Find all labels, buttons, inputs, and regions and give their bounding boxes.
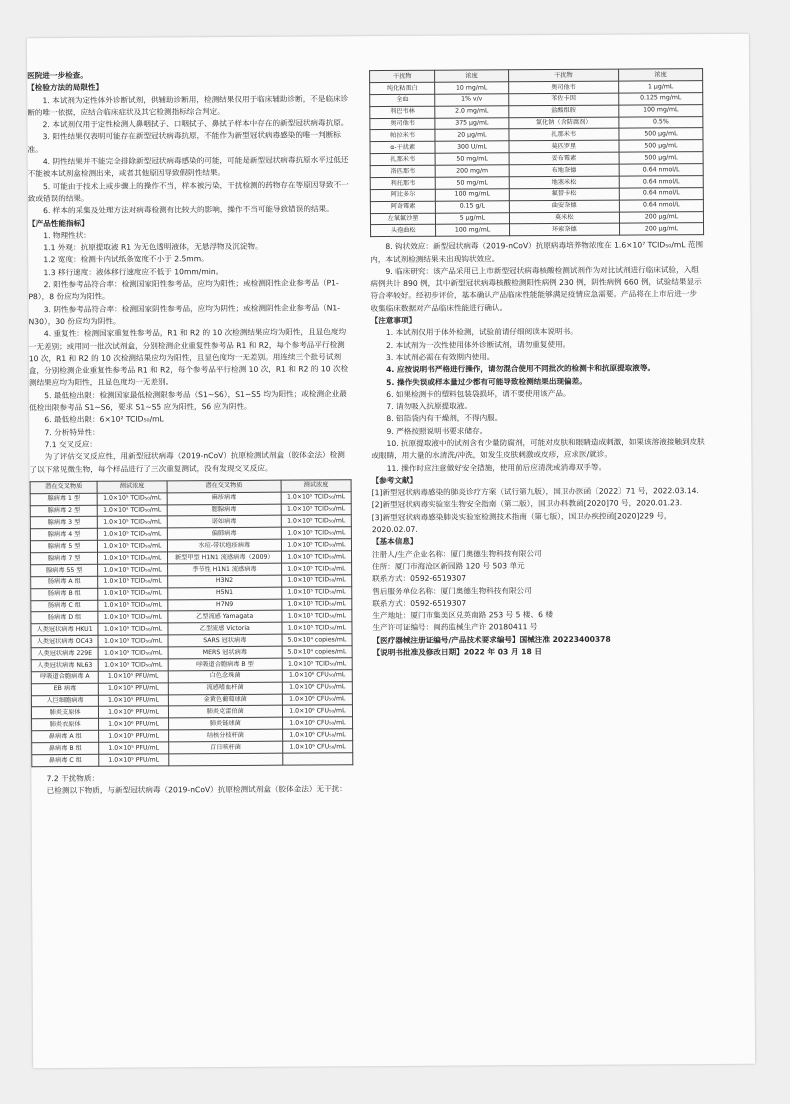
left-column [27, 36, 354, 797]
table-cell: 人类冠状病毒 NL63 [31, 659, 98, 671]
text-line: 2. 本试剂仅用于定性检测人鼻咽拭子、口咽拭子、鼻拭子样本中存在的新型冠状病毒抗原。 [42, 118, 349, 130]
table-cell: 纯化粘蛋白 [370, 82, 435, 94]
table-cell: 1.0×10⁶ CFU₅₀/mL [282, 693, 352, 705]
table-cell: 1.0×10⁵ PFU/mL [99, 742, 169, 754]
table-cell: 妥布霉素 [509, 152, 619, 165]
table-cell: 流感嗜血杆菌 [168, 682, 282, 695]
table-cell: 1.0×10⁶ CFU₅₀/mL [282, 741, 352, 753]
table-cell: 1.0×10⁵ TCID₅₀/mL [98, 599, 168, 611]
table-cell: 人类冠状病毒 229E [31, 647, 98, 659]
table-cell: 0.64 nmol/L [619, 164, 703, 176]
table-cell: 1.0×10⁵ TCID₅₀/mL [281, 539, 351, 551]
table-cell: 肺炎链球菌 [168, 717, 282, 730]
text-line: 7. 请勿吸入抗原提取液。 [386, 401, 472, 412]
text-line: 1. 本试剂仅用于体外检测，试验前请仔细阅读本说明书。 [385, 327, 578, 338]
text-line: 【产品性能指标】 [27, 218, 89, 228]
text-line: 6. 如果检测卡的塑料包装袋损坏，请不要使用该产品。 [386, 388, 571, 399]
table-cell: 新型甲型 H1N1 流感病毒（2009） [167, 551, 281, 564]
cross-reaction-table [30, 479, 354, 767]
table-row [32, 753, 353, 767]
text-line: 3. 阳性结果仅表明可能存在新型冠状病毒抗原，不能作为新型冠状病毒感染的唯一判断标准。 [27, 130, 341, 154]
text-line: 5. 最低检出限：检测国家最低检测限参考品（S1~S6），S1~S5 均为阳性；或检测企业最低检出限参考品 S1~S6，要求 S1~S5 应为阳性，S6 应为阴性。 [29, 388, 347, 413]
text-line: 6. 样本的采集及处理方法对病毒检测有比较大的影响，操作不当可能导致错误的结果。 [43, 204, 334, 216]
text-line: 【注意事项】 [370, 315, 417, 326]
table-cell: 0.64 nmol/L [619, 187, 703, 199]
table-cell: 1.0×10⁵ PFU/mL [99, 730, 169, 742]
table-cell: 1.0×10⁶ CFU₅₀/mL [282, 729, 352, 741]
table-cell: 帕拉米韦 [370, 130, 435, 142]
text-line: 10. 抗原提取液中的试剂含有少量防腐剂，可能对皮肤和眼睛造成刺激，如果该溶液接触到皮肤或眼睛，用大量的水清洗/冲洗，如发生皮肤刺激或皮疹，应求医/就诊。 [371, 437, 705, 461]
table-cell: 375 μg/mL [435, 117, 508, 129]
table-cell: 1.0×10⁵ TCID₅₀/mL [282, 586, 352, 598]
text-line: 11. 操作时应注意做好安全措施，使用前后应清洗或消毒双手等。 [386, 462, 607, 473]
table-cell: 白色念珠菌 [168, 670, 282, 683]
table-cell: 1.0×10⁶ CFU₅₀/mL [282, 670, 352, 682]
instruction-sheet [27, 34, 755, 1068]
text-line: 【基本信息】 [371, 537, 418, 547]
table-cell: 1.0×10⁵ TCID₅₀/mL [97, 493, 167, 505]
table-cell: 0.5% [619, 116, 703, 128]
table-cell: EB 病毒 [31, 683, 98, 695]
text-line: 7.2 干扰物质： [46, 773, 100, 783]
text-line: 1. 物理性状： [43, 230, 91, 240]
table-cell: 腺病毒 5 型 [30, 540, 97, 552]
right-column [369, 34, 707, 659]
table-cell: 奥司他韦 [508, 81, 618, 94]
text-line: 医院进一步检查。 [27, 70, 88, 81]
table-cell: 金黄色葡萄球菌 [168, 694, 282, 707]
table-cell: 1.0×10⁵ TCID₅₀/mL [282, 610, 352, 622]
table-cell: 1.0×10⁵ TCID₅₀/mL [98, 659, 168, 671]
table-cell [283, 753, 353, 765]
table-cell: 人巨细胞病毒 [31, 695, 98, 707]
column-header: 测试浓度 [97, 481, 167, 493]
table-cell: 500 μg/mL [619, 140, 703, 152]
table-cell: 1.0×10⁵ TCID₅₀/mL [98, 528, 168, 540]
text-line: 为了评估交叉反应性，用新型冠状病毒（2019-nCoV）抗原检测试剂盒（胶体金法）检测了以下常见微生物，每个样品进行了三次重复测试，没有发现交叉反应。 [29, 450, 345, 474]
table-cell: α-干扰素 [370, 141, 435, 153]
table-cell: 1.0×10⁵ PFU/mL [99, 683, 169, 695]
table-cell: 氯化钠（含防腐剂） [508, 117, 618, 130]
text-line: 【检验方法的局限性】 [27, 83, 104, 93]
table-cell: 莫匹罗星 [509, 140, 619, 153]
text-line: 【医疗器械注册证编号/产品技术要求编号】国械注准 20223400378 [372, 634, 611, 645]
table-cell: 300 U/mL [435, 141, 508, 153]
text-line: 1.2 宽度：检测卡内试纸条宽度不小于 2.5mm。 [43, 254, 209, 265]
column-header: 干扰物 [370, 70, 435, 82]
table-cell: 水痘-带状疱疹病毒 [167, 539, 281, 552]
column-header: 潜在交叉物质 [30, 481, 97, 493]
right-text [370, 239, 707, 659]
table-cell: 1.0×10⁵ TCID₅₀/mL [98, 516, 168, 528]
table-cell: 人类冠状病毒 HKU1 [31, 624, 98, 636]
table-cell: 肺炎支原体 [31, 707, 98, 719]
table-cell: 1.0×10⁵ TCID₅₀/mL [98, 564, 168, 576]
interference-table [369, 68, 704, 237]
table-cell: 全血 [370, 94, 435, 106]
table-cell: 乙型流感 Victoria [168, 622, 282, 635]
table-cell: 盐酸组胺 [508, 105, 618, 118]
text-line: 生产许可证编号：闽药监械生产许 20180411 号 [372, 622, 538, 633]
table-cell: 1.0×10⁵ TCID₅₀/mL [281, 515, 351, 527]
table-cell: 头孢曲松 [371, 225, 436, 237]
table-cell: 1.0×10⁵ TCID₅₀/mL [281, 527, 351, 539]
table-cell: 腮腺病毒 [167, 504, 281, 517]
text-line: 1. 本试剂为定性体外诊断试剂，供辅助诊断用，检测结果仅用于临床辅助诊断，不是临床诊断的唯一依据，应结合临床症状及其它检测指标综合判定。 [27, 93, 349, 118]
table-cell [168, 753, 282, 766]
text-line: 注册人/生产企业名称：厦门奥德生物科技有限公司 [371, 548, 542, 559]
table-cell: 腺病毒 3 型 [30, 517, 97, 529]
column-header: 浓度 [619, 69, 703, 81]
table-cell: 扎那米韦 [370, 153, 435, 165]
table-cell: 1.0×10⁵ TCID₅₀/mL [98, 635, 168, 647]
column-header: 潜在交叉物质 [167, 480, 281, 493]
text-line: 3. 本试剂必需在有效期内使用。 [385, 352, 495, 362]
table-cell: 利巴韦林 [370, 106, 435, 118]
text-line: 联系方式：0592-6519307 [372, 598, 467, 608]
table-cell: 0.125 mg/mL [619, 92, 703, 104]
table-cell: 1.0×10⁶ CFU₅₀/mL [282, 717, 352, 729]
text-line: [1]新型冠状病毒感染的肺炎诊疗方案（试行第九版），国卫办医函〔2022〕71 号，2022.03.14. [371, 486, 699, 498]
text-line: 4. 应按说明书严格进行操作，请勿混合使用不同批次的检测卡和抗原提取液等。 [386, 363, 656, 375]
text-line: 5. 操作失误或样本量过少都有可能导致检测结果出现偏差。 [386, 376, 587, 387]
table-cell: 肠病毒 D 组 [31, 612, 98, 624]
table-cell: 氟替卡松 [509, 188, 619, 201]
table-cell: 500 μg/mL [619, 152, 703, 164]
text-line: 已检测以下物质，与新型冠状病毒（2019-nCoV）抗原检测试剂盒（胶体金法）无干扰： [46, 784, 347, 796]
text-line: [3]新型冠状病毒感染肺炎实验室检测技术指南（第七版），国卫办疾控函[2020]229 号，2020.02.07. [371, 511, 672, 535]
text-line: 1.3 移行速度：液体移行速度应不低于 10mm/min。 [43, 266, 224, 277]
table-cell: 5.0×10⁴ copies/mL [282, 634, 352, 646]
table-cell: 1.0×10⁵ TCID₅₀/mL [281, 491, 351, 503]
text-line: 2. 阳性参考品符合率：检测国家阳性参考品，应均为阳性；或检测阳性企业参考品（P1-P8），8 份应均为阳性。 [28, 278, 339, 302]
table-cell: 呼吸道合胞病毒 A [31, 671, 98, 683]
table-cell: 1.0×10⁵ TCID₅₀/mL [98, 623, 168, 635]
table-cell: 结核分枝杆菌 [168, 729, 282, 742]
column-header: 干扰物 [508, 69, 618, 82]
table-cell: 100 mg/mL [619, 104, 703, 116]
table-cell: 50 mg/mL [436, 177, 509, 189]
table-cell: 1% v/v [435, 94, 508, 106]
table-cell: 1.0×10⁵ PFU/mL [99, 754, 169, 766]
table-cell: 200 μg/mL [619, 223, 703, 235]
table-cell: 苯佐卡因 [508, 93, 618, 106]
table-cell: 利托那韦 [370, 177, 435, 189]
text-line: 9. 严格按照说明书要求储存。 [386, 426, 488, 436]
table-cell: 100 mg/mL [436, 224, 509, 236]
table-cell: 扎那米韦 [509, 128, 619, 141]
table-cell: 偏肺病毒 [167, 527, 281, 540]
table-cell: 1 μg/mL [619, 80, 703, 92]
table-cell: 0.64 nmol/L [619, 199, 703, 211]
table-cell: 百日咳杆菌 [168, 741, 282, 754]
text-line: 7. 分析特异性： [44, 427, 100, 437]
table-cell: 1.0×10⁵ TCID₅₀/mL [282, 658, 352, 670]
table-cell: H3N2 [167, 575, 281, 588]
table-cell: 莫米松 [509, 212, 619, 225]
table-cell: 200 mg/m [435, 165, 508, 177]
table-cell: 1.0×10⁶ CFU₅₀/mL [282, 705, 352, 717]
table-cell: 肺炎克雷伯菌 [168, 706, 282, 719]
text-line: 5. 可能由于技术上或步骤上的操作不当，样本被污染，干扰检测的药物存在等原因导致不一致或错误的结果。 [27, 179, 349, 204]
text-line: 7.1 交叉反应： [44, 439, 98, 450]
table-cell: 阿比多尔 [370, 189, 435, 201]
table-cell: 人类冠状病毒 OC43 [31, 635, 98, 647]
table-cell: 肠病毒 A 组 [31, 576, 98, 588]
text-line: 生产地址：厦门市集美区兑英南路 253 号 5 楼、6 楼 [372, 610, 553, 621]
table-cell: H5N1 [167, 587, 281, 600]
table-cell: 1.0×10⁵ TCID₅₀/mL [281, 503, 351, 515]
table-cell: 阿奇霉素 [370, 201, 435, 213]
table-cell: 鼻病毒 C 组 [32, 754, 99, 766]
table-cell: 腺病毒 1 型 [30, 493, 97, 505]
table-cell: 曲安奈德 [509, 200, 619, 213]
table-cell: 布地奈德 [509, 164, 619, 177]
table-cell: 200 μg/mL [619, 211, 703, 223]
table-cell: 1.0×10⁵ TCID₅₀/mL [281, 551, 351, 563]
table-cell: 1.0×10⁵ TCID₅₀/mL [282, 622, 352, 634]
table-cell: 1.0×10⁵ TCID₅₀/mL [97, 504, 167, 516]
table-cell: 20 μg/mL [435, 129, 508, 141]
table-cell: 10 mg/mL [435, 82, 508, 94]
table-cell: 1.0×10⁵ TCID₅₀/mL [281, 563, 351, 575]
table-cell: 腺病毒 4 型 [30, 529, 97, 541]
table-cell: 呼吸道合胞病毒 B 型 [168, 658, 282, 671]
table-cell: 肠病毒 B 组 [31, 588, 98, 600]
table-cell: 1.0×10⁵ TCID₅₀/mL [98, 540, 168, 552]
table-cell: 麻疹病毒 [167, 492, 281, 505]
table-cell: 奥司他韦 [370, 118, 435, 130]
column-header: 测试浓度 [281, 480, 351, 492]
table-cell: 1.0×10⁶ CFU₅₀/mL [282, 681, 352, 693]
table-cell: 环索奈德 [509, 223, 619, 236]
text-line: [2]新型冠状病毒实验室生物安全指南（第二版），国卫办科教函[2020]70 号，2020.01.23. [371, 498, 683, 510]
text-line: 4. 重复性：检测国家重复性参考品，R1 和 R2 的 10 次检测结果应均为阳性，且显色度均一无差别；或用同一批次试剂盒，分别检测企业重复性参考品 R1 和 R2，每个参考品平行检测 10 次，R1 和 R2 的 10 次检测结果应均为阳性，且显色度均一无差别。用连续三个批号试剂盒，分别检测企业重复性参考品 R1 和 R2，每个参考品平行检测 10 次，R1 和 R2 的 10 次检测结果应均为阳性，且显色度均一无差别。 [28, 327, 349, 388]
table-cell: 5.0×10⁴ copies/mL [282, 646, 352, 658]
text-line: 联系方式：0592-6519307 [372, 573, 467, 584]
table-cell: 鼻病毒 B 组 [32, 742, 99, 754]
table-cell: 0.15 g/L [436, 200, 509, 212]
table-cell: SARS 冠状病毒 [168, 634, 282, 647]
interference-intro [31, 771, 353, 798]
table-cell: 鼻病毒 A 组 [32, 730, 99, 742]
text-line: 3. 阴性参考品符合率：检测国家阴性参考品，应均为阴性；或检测阴性企业参考品（N1-N30），30 份应均为阴性。 [28, 302, 341, 327]
table-cell: 腺病毒 7 型 [31, 552, 98, 564]
table-cell: 腺病毒 55 型 [31, 564, 98, 576]
table-cell: 1.0×10⁵ TCID₅₀/mL [98, 576, 168, 588]
column-header: 浓度 [435, 70, 508, 82]
table-cell: H7N9 [168, 599, 282, 612]
text-line: 【说明书批准及修改日期】2022 年 03 月 18 日 [372, 647, 543, 658]
table-cell: 季节性 H1N1 流感病毒 [167, 563, 281, 576]
text-line: 2. 本试剂为一次性使用体外诊断试剂，请勿重复使用。 [385, 339, 571, 350]
table-cell: 1.0×10⁵ PFU/mL [99, 694, 169, 706]
text-line: 【参考文献】 [371, 475, 418, 486]
table-cell: 肠病毒 C 组 [31, 600, 98, 612]
table-cell: 1.0×10⁵ PFU/mL [98, 671, 168, 683]
text-line: 1.1 外观：抗原提取液 R1 为无色透明液体，无悬浮物及沉淀物。 [43, 241, 263, 253]
table-cell: 50 mg/mL [435, 153, 508, 165]
table-cell: 1.0×10⁶ PFU/mL [99, 718, 169, 730]
table-cell: 地塞米松 [509, 176, 619, 189]
table-cell: 1.0×10⁵ TCID₅₀/mL [98, 647, 168, 659]
table-cell: 1.0×10⁵ TCID₅₀/mL [98, 588, 168, 600]
table-cell: 500 μg/mL [619, 128, 703, 140]
table-cell: 1.0×10⁵ TCID₅₀/mL [282, 598, 352, 610]
table-cell: 乙型流感 Yamagata [168, 611, 282, 624]
text-line: 6. 最低检出限：6×10² TCID₅₀/mL [44, 414, 164, 425]
table-cell: 左氧氟沙星 [370, 213, 435, 225]
table-cell: 洛匹那韦 [370, 165, 435, 177]
text-line: 9. 临床研究：该产品采用已上市新型冠状病毒核酸检测试剂作为对比试剂进行临床试验，入组病例共计 890 例，其中新型冠状病毒核酸检测阳性病例 230 例，阴性病例 660 例，试验结果显示符合率较好。经初步评价，基本确认产品临床性能能够满足疫情应急需要。产品将在上市后进一步收集临床数据对产品临床性能进行确认。 [370, 264, 702, 313]
table-cell: 1.0×10⁶ PFU/mL [99, 706, 169, 718]
text-line: 住所：厦门市海沧区新园路 120 号 503 单元 [372, 561, 525, 572]
table-cell: 1.0×10⁵ TCID₅₀/mL [281, 575, 351, 587]
table-cell: 0.64 nmol/L [619, 175, 703, 187]
table-row [371, 223, 704, 237]
text-line: 8. 铝箔袋内有干燥剂，不得内服。 [386, 413, 503, 424]
table-cell: 肺炎衣原体 [32, 719, 99, 731]
text-line: 8. 钩状效应：新型冠状病毒（2019-nCoV）抗原病毒培养物浓度在 1.6×10⁷ TCID₅₀/mL 范围内，本试剂检测结果未出现钩状效应。 [370, 240, 704, 264]
text-line: 售后服务单位名称：厦门奥德生物科技有限公司 [372, 585, 532, 596]
table-cell: 1.0×10⁵ TCID₅₀/mL [98, 552, 168, 564]
table-cell: 诺如病毒 [167, 516, 281, 529]
table-cell: 100 mg/mL [436, 189, 509, 201]
table-cell: MERS 冠状病毒 [168, 646, 282, 659]
table-cell: 1.0×10⁵ TCID₅₀/mL [98, 611, 168, 623]
left-text [27, 36, 352, 476]
table-cell: 5 μg/mL [436, 212, 509, 224]
table-cell: 腺病毒 2 型 [30, 505, 97, 517]
table-cell: 2.0 mg/mL [435, 105, 508, 117]
text-line: 4. 阴性结果并不能完全排除新型冠状病毒感染的可能，可能是新型冠状病毒抗原水平过低还不能被本试剂盒检测出来，或者其他原因导致假阴性结果。 [27, 155, 349, 179]
